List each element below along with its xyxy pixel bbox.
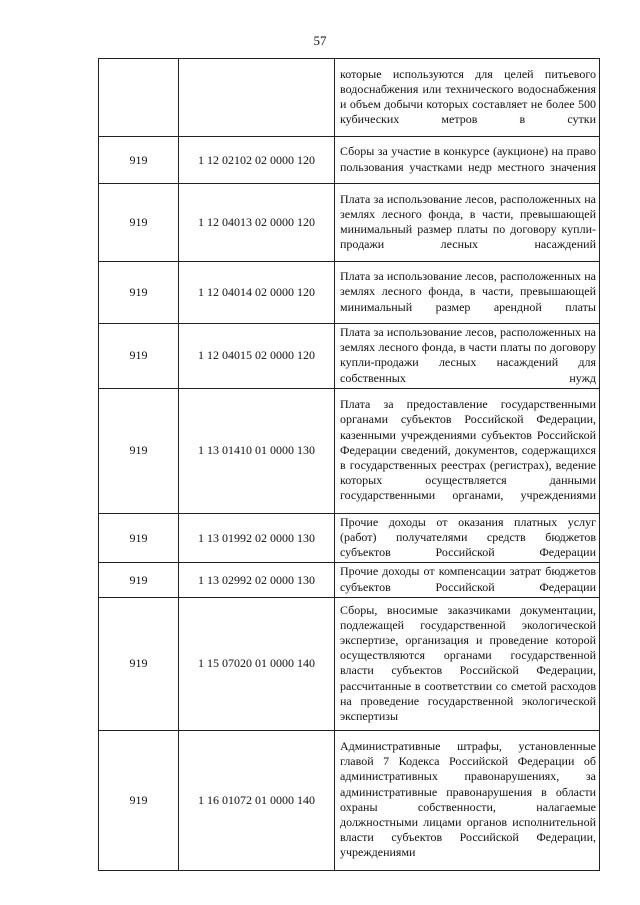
revenue-name-cell: Административные штрафы, установленные главой 7 Кодекса Российской Федерации об административных правонарушениях, за административные правонарушения в области охраны собственности, налагаемые должностными лицами органов исполнительной власти субъектов Российской Федерации, учреждениями [335,730,600,870]
revenue-name-cell: Плата за использование лесов, расположенных на землях лесного фонда, в части платы по договору купли-продажи лесных насаждений для собственных нужд [335,324,600,389]
table-row [99,563,600,597]
admin-code-cell [99,59,179,137]
table-row [99,184,600,262]
budget-revenue-table [98,58,600,871]
revenue-name-cell: Прочие доходы от компенсации затрат бюджетов субъектов Российской Федерации [335,563,600,597]
revenue-code-cell: 1 12 04013 02 0000 120 [179,184,335,262]
revenue-name-cell: Плата за предоставление государственными органами субъектов Российской Федерации, казенными учреждениями субъектов Российской Федерации сведений, документов, содержащихся в государственных реестрах (регистрах), ведение которых осуществляется данными государственными органами, учреждениями [335,388,600,513]
table-row [99,513,600,563]
admin-code-cell: 919 [99,262,179,324]
table-row [99,388,600,513]
revenue-code-cell [179,59,335,137]
table-row [99,324,600,389]
admin-code-cell: 919 [99,324,179,389]
table-row [99,597,600,730]
admin-code-cell: 919 [99,184,179,262]
table-row [99,137,600,184]
revenue-code-cell: 1 13 02992 02 0000 130 [179,563,335,597]
revenue-code-cell: 1 13 01992 02 0000 130 [179,513,335,563]
admin-code-cell: 919 [99,388,179,513]
revenue-name-cell: которые используются для целей питьевого водоснабжения или технического водоснабжения и объем добычи которых составляет не более 500 кубических метров в сутки [335,59,600,137]
admin-code-cell: 919 [99,137,179,184]
admin-code-cell: 919 [99,597,179,730]
table-row [99,730,600,870]
table-row [99,59,600,137]
revenue-name-cell: Сборы, вносимые заказчиками документации, подлежащей государственной экологической экспертизе, организация и проведение которой осуществляются органами государственной власти субъектов Российской Федерации, рассчитанные в соответствии со сметой расходов на проведение государственной экологической экспертизы [335,597,600,730]
admin-code-cell: 919 [99,730,179,870]
revenue-name-cell: Прочие доходы от оказания платных услуг (работ) получателями средств бюджетов субъектов Российской Федерации [335,513,600,563]
revenue-code-cell: 1 13 01410 01 0000 130 [179,388,335,513]
admin-code-cell: 919 [99,563,179,597]
revenue-name-cell: Сборы за участие в конкурсе (аукционе) на право пользования участками недр местного значения [335,137,600,184]
revenue-code-cell: 1 12 04015 02 0000 120 [179,324,335,389]
table-row [99,262,600,324]
revenue-name-cell: Плата за использование лесов, расположенных на землях лесного фонда, в части, превышающей минимальный размер платы по договору купли-продажи лесных насаждений [335,184,600,262]
admin-code-cell: 919 [99,513,179,563]
page-number: 57 [313,33,327,48]
revenue-code-cell: 1 12 04014 02 0000 120 [179,262,335,324]
revenue-code-cell: 1 16 01072 01 0000 140 [179,730,335,870]
revenue-code-cell: 1 15 07020 01 0000 140 [179,597,335,730]
revenue-name-cell: Плата за использование лесов, расположенных на землях лесного фонда, в части, превышающей минимальный размер арендной платы [335,262,600,324]
revenue-code-cell: 1 12 02102 02 0000 120 [179,137,335,184]
